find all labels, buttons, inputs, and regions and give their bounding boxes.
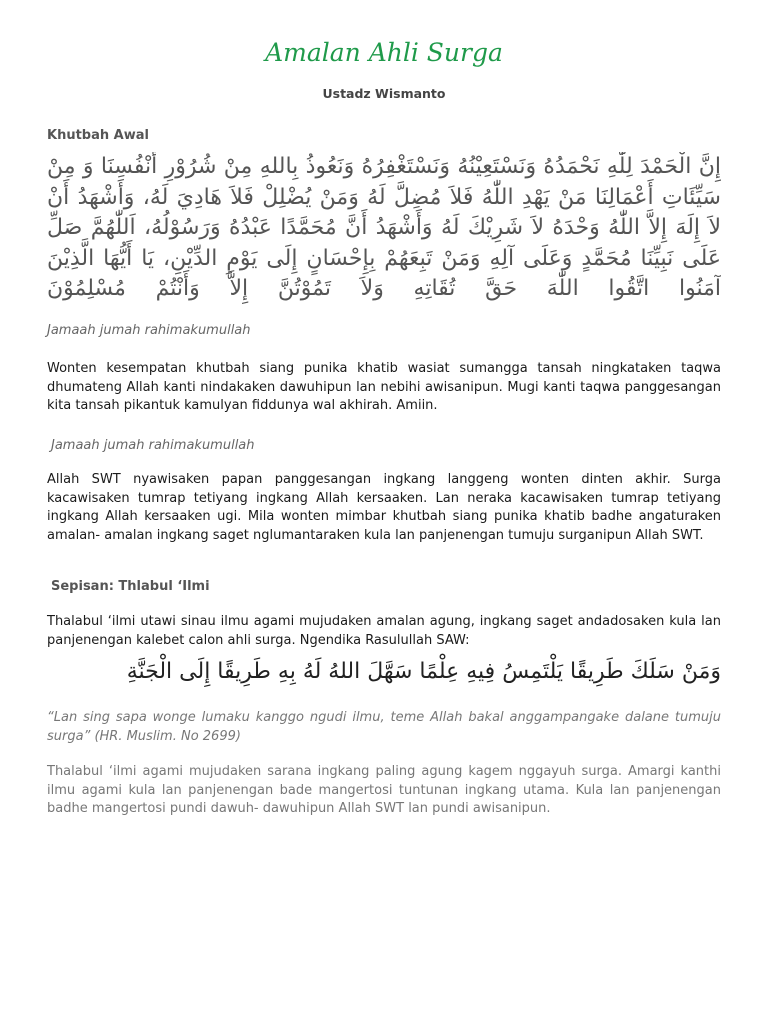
paragraph-taqwa: Wonten kesempatan khutbah siang punika khatib wasiat sumangga tansah ningkataken taqwa dhumateng Allah kanti nindakaken dawuhipun lan nebihi awisanipun. Mugi kanti taqwa panggesangan kita tansah pikantuk kamulyan fiddunya wal akhirah. Amiin. [47, 361, 721, 413]
hadith-arabic-line: وَمَنْ سَلَكَ طَرِيقًا يَلْتَمِسُ فِيهِ عِلْمًا سَهَّلَ اللهُ لَهُ بِهِ طَرِيقًا إِلَى الْجَنَّةِ [126, 659, 721, 684]
salutation-2: Jamaah jumah rahimakumullah [51, 438, 255, 453]
salutation-1: Jamaah jumah rahimakumullah [47, 323, 251, 338]
heading-khutbah-awal: Khutbah Awal [47, 128, 149, 143]
paragraph-surga: Allah SWT nyawisaken papan panggesangan ingkang langgeng wonten dinten akhir. Surga kacawisaken tumrap tetiyang ingkang Allah kersaaken. Lan neraka kacawisaken tumrap tetiyang ingkang Allah kersaaken ugi. Mila wonten mimbar khutbah siang punika khatib badhe angaturaken amalan- amalan ingkang saget nglumantaraken kula lan panjenengan tumuju surganipun Allah SWT. [47, 472, 721, 543]
paragraph-closing: Thalabul ‘ilmi agami mujudaken sarana ingkang paling agung kagem nggayuh surga. Amargi kanthi ilmu agami kula lan panjenengan bade mangertosi tuntunan ingkang utama. Kula lan panjenengan badhe mangertosi pundi dawuh- dawuhipun Allah SWT lan pundi awisanipun. [47, 764, 721, 816]
heading-thalabul-ilmi: Sepisan: Thlabul ‘Ilmi [51, 579, 210, 594]
arabic-opening-text: إِنَّ الْحَمْدَ لِلّٰهِ نَحْمَدُهُ وَنَسْتَعِيْنُهُ وَنَسْتَغْفِرُهُ وَنَعُوذُ بِاللهِ مِنْ شُرُوْرِ أَنْفُسِنَا وَ مِنْ سَيِّئَاتِ أَعْمَالِنَا مَنْ يَهْدِ اللّٰهُ فَلاَ مُضِلَّ لَهُ وَمَنْ يُضْلِلْ فَلاَ هَادِيَ لَهُ، وَأَشْهَدُ أَنْ لاَ إِلَهَ إِلاَّ اللّٰهُ وَحْدَهُ لاَ شَرِيْكَ لَهُ وَأَشْهَدُ أَنَّ مُحَمَّدًا عَبْدُهُ وَرَسُوْلُهُ، اَللّٰهُمَّ صَلِّ عَلَى نَبِيِّنَا مُحَمَّدٍ وَعَلَى آلِهِ وَمَنْ تَبِعَهُمْ بِإِحْسَانٍ إِلَى يَوْمِ الدِّيْنِ، يَا أَيُّهَا الَّذِيْنَ آمَنُوا اتَّقُوا اللّٰهَ حَقَّ تُقَاتِهِ وَلاَ تَمُوْتُنَّ إِلاَّ وَأَنْتُمْ مُسْلِمُوْنَ [47, 154, 721, 301]
document-title: Amalan Ahli Surga [265, 38, 503, 67]
author-name: Ustadz Wismanto [322, 86, 446, 101]
paragraph-thalabul-ilmi: Thalabul ‘ilmi utawi sinau ilmu agami mujudaken amalan agung, ingkang saget andadosaken kula lan panjenengan kalebet calon ahli surga. Ngendika Rasulullah SAW: [47, 614, 721, 648]
hadith-translation: “Lan sing sapa wonge lumaku kanggo ngudi ilmu, teme Allah bakal anggampangake dalane tumuju surga” (HR. Muslim. No 2699) [47, 710, 721, 744]
hadith-arabic-text [47, 655, 721, 689]
